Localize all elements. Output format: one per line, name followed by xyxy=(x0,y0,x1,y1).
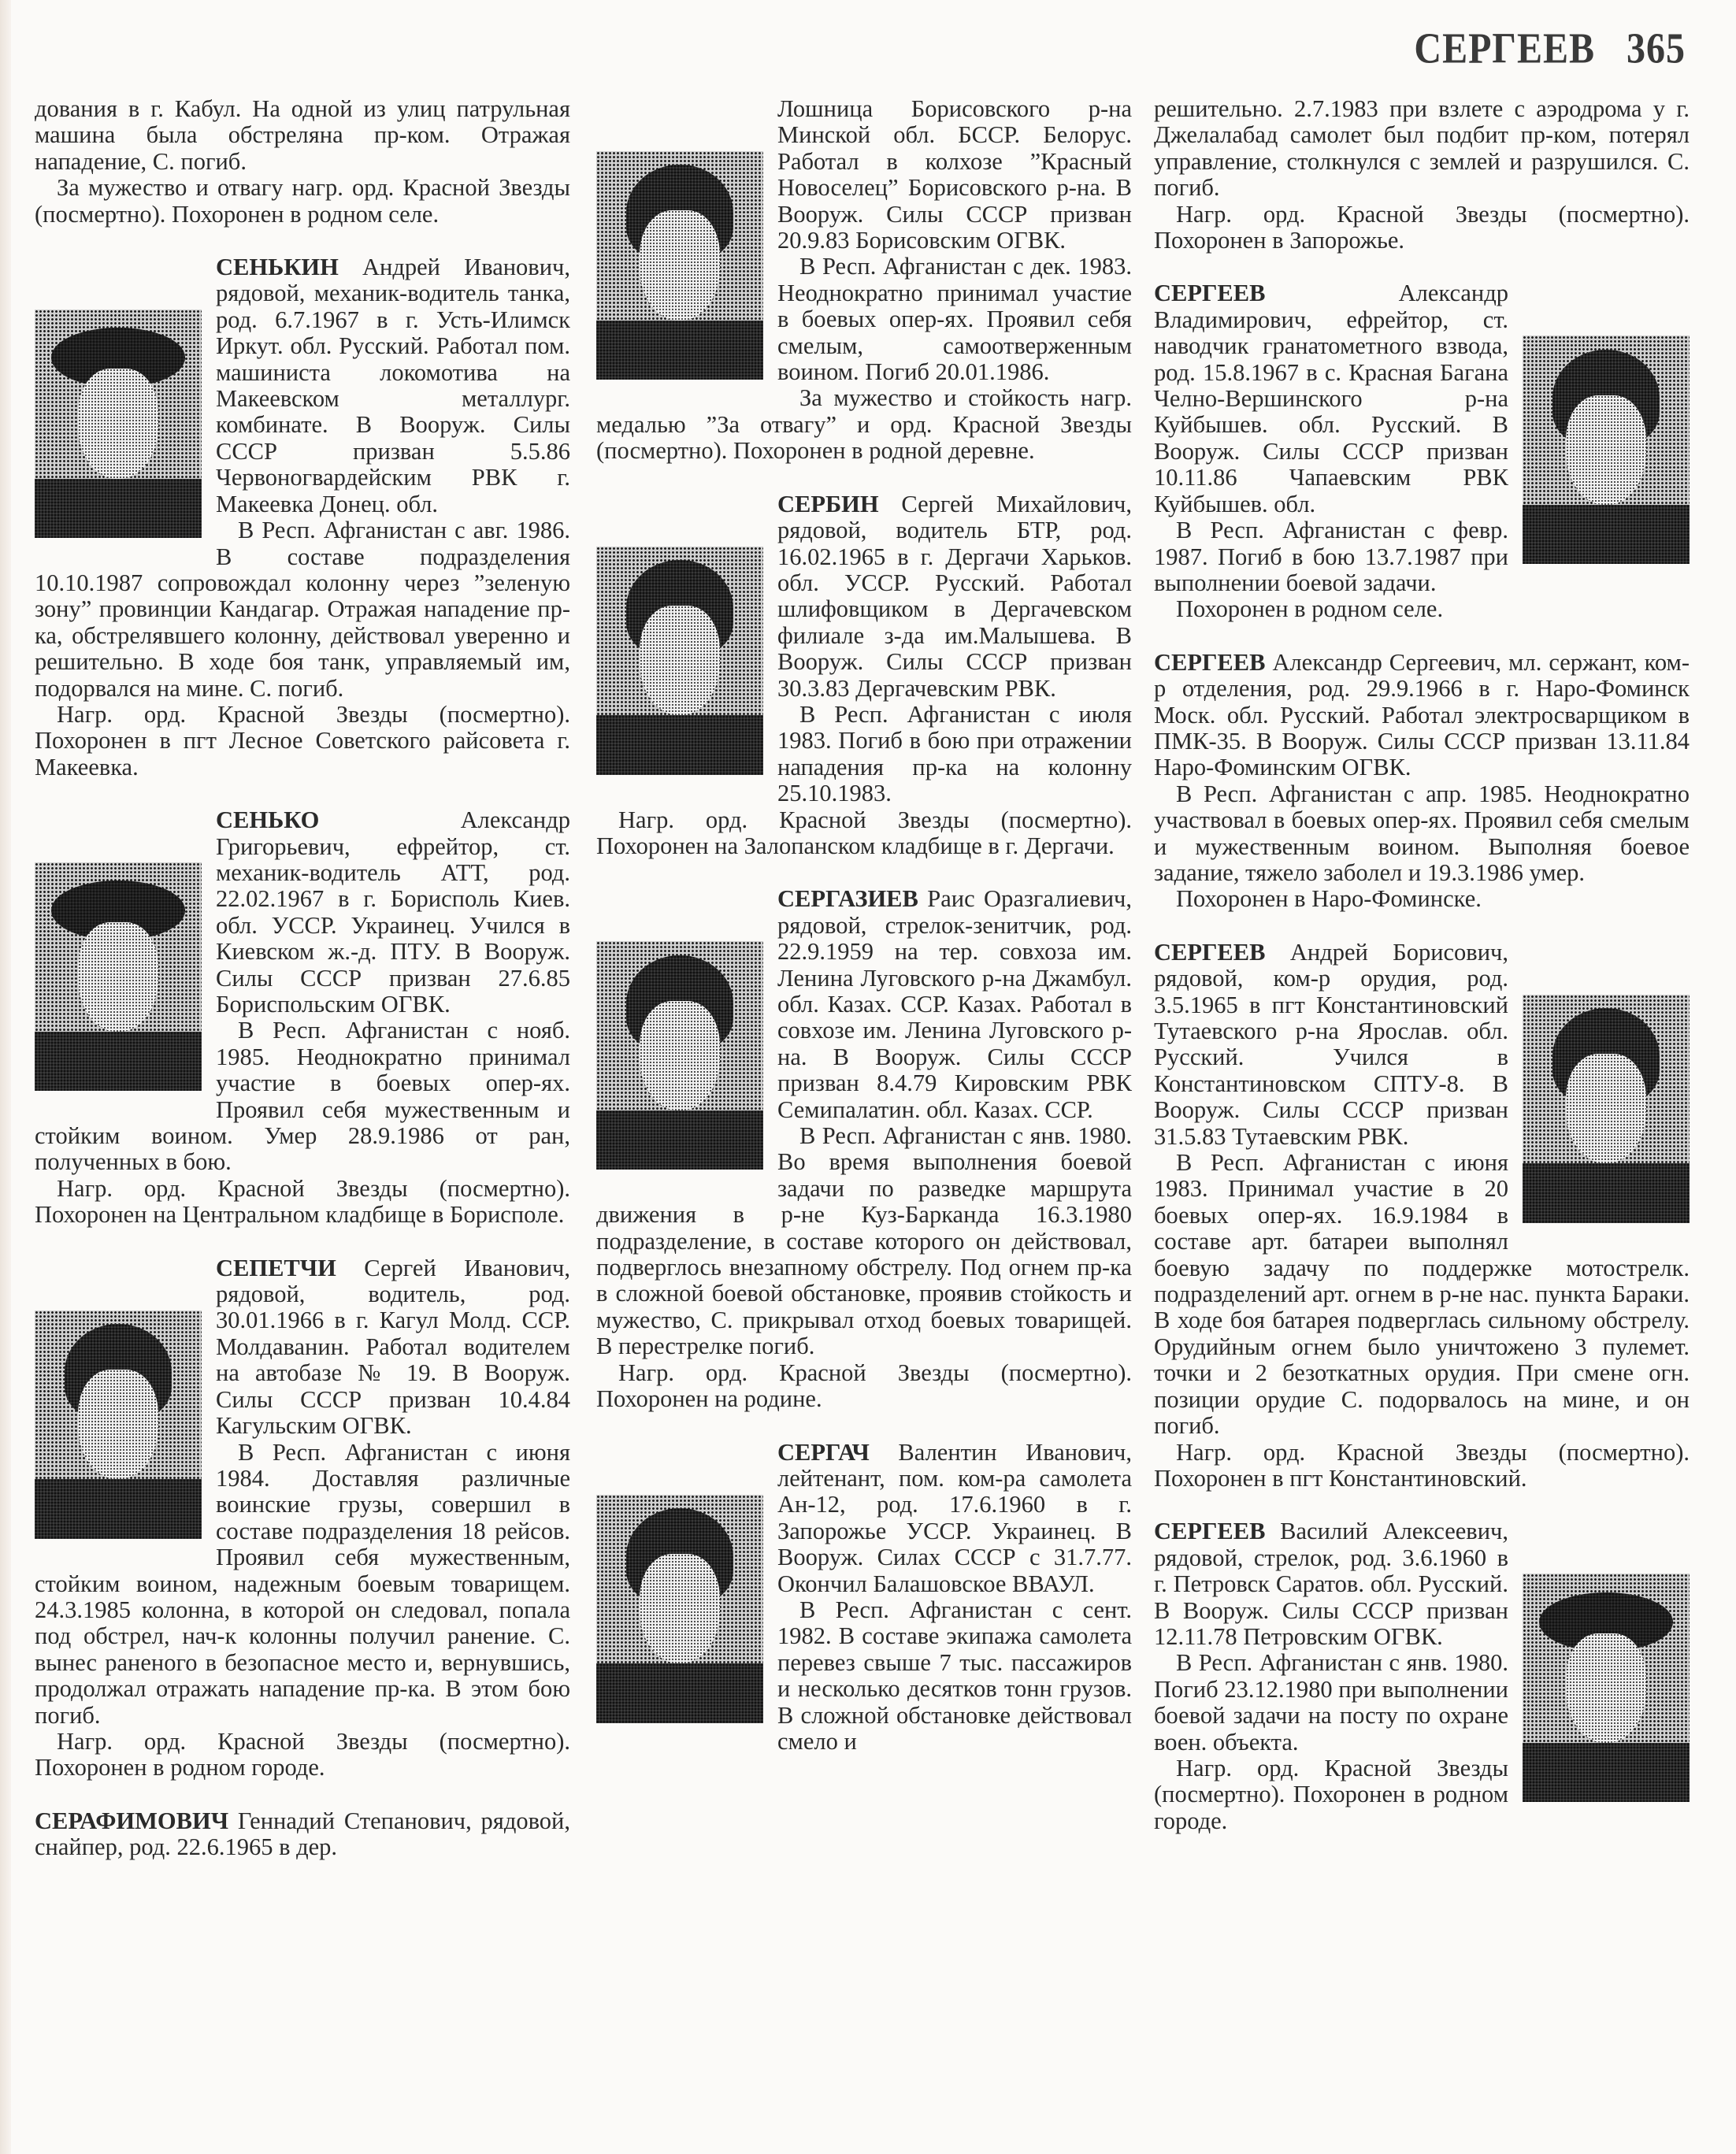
biography-entry xyxy=(1154,650,1690,913)
shoulders xyxy=(596,715,763,774)
face xyxy=(640,210,720,320)
entry-intro xyxy=(1154,1518,1690,1650)
portrait-photo xyxy=(35,310,202,538)
entry-intro-text: Андрей Иванович, рядовой, механик-водитель танка, род. 6.7.1967 в г. Усть-Илимск Иркут. обл. Русский. Работал пом. машиниста локомотива на Макеевском металлург. комбинате. В Вооруж. Силы СССР призван 5.5.86 Червоногвардейским РВК г. Макеевка Донец. обл. xyxy=(216,254,570,517)
entry-paragraph: Нагр. орд. Красной Звезды (посмертно). Похоронен в Запорожье. xyxy=(1154,200,1690,254)
shoulders xyxy=(596,321,763,380)
entry-surname: СЕРГАЧ xyxy=(777,1438,870,1466)
entry-intro-text: Андрей Борисович, рядовой, ком-р орудия, род. 3.5.1965 в пгт Константиновский Тутаевского р-на Ярослав. обл. Русский. Учился в Константиновском СПТУ-8. В Вооруж. Силы СССР призван 31.5.83 Тутаевским РВК. xyxy=(1154,938,1508,1150)
entry-paragraph: В Респ. Афганистан с нояб. 1985. Неоднократно принимал участие в боевых опер-ях. Проявил себя мужественным и стойким воином. Умер 28.9.1986 от ран, полученных в бою. xyxy=(35,1017,570,1176)
entry-intro-text: Сергей Иванович, рядовой, водитель, род. 30.01.1966 в г. Кагул Молд. ССР. Молдаванин. Работал водителем на автобазе № 19. В Вооруж. Силы СССР призван 10.4.84 Кагульским ОГВК. xyxy=(216,1254,570,1440)
entry-paragraph: В Респ. Афганистан с апр. 1985. Неоднократно участвовал в боевых опер-ях. Проявил себя смелым и мужественным воином. Выполняя боевое задание, тяжело заболел и 19.3.1986 умер. xyxy=(1154,780,1690,886)
column-middle xyxy=(596,96,1132,1755)
shoulders xyxy=(35,479,202,538)
entry-paragraph: Нагр. орд. Красной Звезды (посмертно). Похоронен в пгт Лесное Советского райсовета г. Макеевка. xyxy=(35,700,570,780)
entry-surname: СЕНЬКИН xyxy=(216,254,339,281)
entry-intro-text: решительно. 2.7.1983 при взлете с аэродрома у г. Джелалабад самолет был подбит пр-ком, потерял управление, столкнулся с землей и разрушился. С. погиб. xyxy=(1154,95,1690,202)
entry-surname: СЕРГАЗИЕВ xyxy=(777,885,918,913)
header-surname: СЕРГЕЕВ xyxy=(1414,24,1595,73)
entry-surname: СЕРАФИМОВИЧ xyxy=(35,1807,229,1834)
biography-continuation xyxy=(596,96,1132,465)
entry-intro xyxy=(1154,940,1690,1150)
portrait-photo xyxy=(35,1311,202,1539)
entry-intro xyxy=(596,886,1132,1123)
entry-intro xyxy=(596,1440,1132,1597)
entry-paragraph: За мужество и отвагу нагр. орд. Красной Звезды (посмертно). Похоронен в родном селе. xyxy=(35,174,570,228)
biography-entry xyxy=(35,254,570,780)
portrait-photo xyxy=(596,151,763,380)
entry-surname: СЕРГЕЕВ xyxy=(1154,648,1266,676)
shoulders xyxy=(35,1032,202,1091)
portrait-photo xyxy=(1523,995,1690,1223)
face xyxy=(1566,395,1646,505)
portrait-photo xyxy=(35,862,202,1091)
biography-entry xyxy=(1154,1518,1690,1834)
column-left xyxy=(35,96,570,1861)
biography-entry xyxy=(35,1808,570,1861)
entry-paragraph: Нагр. орд. Красной Звезды (посмертно). Похоронен на Центральном кладбище в Борисполе. xyxy=(35,1174,570,1229)
entry-intro xyxy=(35,96,570,175)
entry-intro-text: Сергей Михайлович, рядовой, водитель БТР, род. 16.02.1965 в г. Дергачи Харьков. обл. УССР. Русский. Работал шлифовщиком в Дергачевском филиале з-да им.Малышева. В Вооруж. Силы СССР призван 30.3.83 Дергачевским РВК. xyxy=(777,490,1132,702)
entry-paragraph: В Респ. Афганистан с сент. 1982. В составе экипажа самолета перевез свыше 7 тыс. пассажиров и несколько десятков тонн грузов. В сложной обстановке действовал смело и xyxy=(777,1596,1132,1755)
shoulders xyxy=(1523,1743,1690,1802)
portrait-photo xyxy=(1523,336,1690,564)
page-number: 365 xyxy=(1627,24,1686,73)
face xyxy=(640,606,720,715)
entry-paragraph: В Респ. Афганистан с июня 1984. Доставляя различные воинские грузы, совершил в составе подразделения 18 рейсов. Проявил себя мужественным, стойким воином, надежным боевым товарищем. 24.3.1985 колонна, в которой он следовал, попала под обстрел, нач-к колонны получил ранение. С. вынес раненого в безопасное место и, вернувшись, продолжал отражать нападение пр-ка. В этом бою погиб. xyxy=(35,1438,570,1729)
entry-paragraph: В Респ. Афганистан с авг. 1986. В составе подразделения 10.10.1987 сопровождал колонну через ”зеленую зону” провинции Кандагар. Отражая нападение пр-ка, обстрелявшего колонну, действовал уверенно и решительно. В ходе боя танк, управляемый им, подорвался на мине. С. погиб. xyxy=(35,517,570,702)
entry-intro xyxy=(1154,280,1690,517)
entry-surname: СЕРГЕЕВ xyxy=(1154,280,1266,307)
entry-intro-text: Валентин Иванович, лейтенант, пом. ком-ра самолета Ан-12, род. 17.6.1960 в г. Запорожье УССР. Украинец. В Вооруж. Силах СССР с 31.7.77. Окончил Балашовское ВВАУЛ. xyxy=(777,1438,1132,1597)
entry-paragraph: Нагр. орд. Красной Звезды (посмертно). Похоронен в родном городе. xyxy=(35,1727,570,1781)
entry-intro-text: Геннадий Степанович, рядовой, снайпер, род. 22.6.1965 в дер. xyxy=(35,1807,570,1861)
biography-entry xyxy=(596,886,1132,1412)
shoulders xyxy=(596,1663,763,1722)
entry-paragraph: За мужество и стойкость нагр. медалью ”За отвагу” и орд. Красной Звезды (посмертно). Похоронен в родной деревне. xyxy=(596,384,1132,465)
entry-intro xyxy=(35,254,570,517)
column-right xyxy=(1154,96,1690,1834)
face xyxy=(640,1554,720,1663)
biography-entry xyxy=(596,1440,1132,1755)
entry-intro-text: Раис Оразгалиевич, рядовой, стрелок-зенитчик, род. 22.9.1959 на тер. совхоза им. Ленина Луговского р-на Джамбул. обл. Казах. ССР. Казах. Работал в совхозе им. Ленина Луговского р-на. В Вооруж. Силы СССР призван 8.4.79 Кировским РВК Семипалатин. обл. Казах. ССР. xyxy=(777,885,1132,1123)
entry-intro xyxy=(596,96,1132,254)
entry-paragraph: В Респ. Афганистан с янв. 1980. Во время выполнения боевой задачи по разведке маршрута движения в р-не Куз-Барканда 16.3.1980 подразделение, в составе которого он действовал, подверглось внезапному обстрелу. Под огнем пр-ка в сложной боевой обстановке, проявив стойкость и мужество, С. прикрывал отход боевых товарищей. В перестрелке погиб. xyxy=(596,1122,1132,1360)
entry-paragraph: Нагр. орд. Красной Звезды (посмертно). Похоронен в родном городе. xyxy=(1154,1754,1508,1834)
portrait-photo xyxy=(1523,1574,1690,1802)
entry-surname: СЕПЕТЧИ xyxy=(216,1254,336,1281)
shoulders xyxy=(1523,1163,1690,1222)
biography-entry xyxy=(1154,280,1690,622)
entry-intro-text: Александр Григорьевич, ефрейтор, ст. механик-водитель АТТ, род. 22.02.1967 в г. Борисполь Киев. обл. УССР. Украинец. Учился в Киевском ж.-д. ПТУ. В Вооруж. Силы СССР призван 27.6.85 Бориспольским ОГВК. xyxy=(216,806,570,1018)
portrait-photo xyxy=(596,1495,763,1723)
entry-paragraph: В Респ. Афганистан с июня 1983. Принимал участие в 20 боевых опер-ях. 16.9.1984 в составе арт. батареи выполнял боевую задачу по поддержке мотострелк. подразделений арт. огнем в р-не нас. пункта Бараки. В ходе боя батарея подверглась сильному обстрелу. Орудийным огнем было уничтожено 3 пулемет. точки и 2 безоткатных орудия. При смене огн. позиции орудие С. подорвалось на мине, и он погиб. xyxy=(1154,1149,1690,1440)
entry-intro-text: Василий Алексеевич, рядовой, стрелок, род. 3.6.1960 в г. Петровск Саратов. обл. Русский. В Вооруж. Силы СССР призван 12.11.78 Петровским ОГВК. xyxy=(1154,1518,1508,1650)
face xyxy=(1566,1633,1646,1743)
shoulders xyxy=(596,1110,763,1170)
entry-paragraph: В Респ. Афганистан с июля 1983. Погиб в бою при отражении нападения пр-ка на колонну 25.10.1983. xyxy=(777,700,1132,807)
face xyxy=(78,369,158,478)
portrait-photo xyxy=(596,941,763,1170)
entry-intro xyxy=(1154,96,1690,202)
entry-surname: СЕРГЕЕВ xyxy=(1154,938,1266,966)
page-spine-shadow xyxy=(0,0,11,2154)
entry-surname: СЕНЬКО xyxy=(216,806,320,834)
entry-surname: СЕРБИН xyxy=(777,490,879,517)
entry-paragraph: Похоронен в Наро-Фоминске. xyxy=(1176,885,1482,913)
biography-entry xyxy=(35,1255,570,1781)
face xyxy=(640,1001,720,1110)
entry-intro-text: Александр Владимирович, ефрейтор, ст. наводчик гранатометного взвода, род. 15.8.1967 в с. Красная Багана Челно-Вершинского р-на Куйбышев. обл. Русский. В Вооруж. Силы СССР призван 10.11.86 Чапаевским РВК Куйбышев. обл. xyxy=(1154,280,1508,517)
entry-intro-text: Лошница Борисовского р-на Минской обл. БССР. Белорус. Работал в колхозе ”Красный Новоселец” Борисовского р-на. В Вооруж. Силы СССР призван 20.9.83 Борисовским ОГВК. xyxy=(777,95,1132,254)
entry-paragraph: Похоронен в родном селе. xyxy=(1176,595,1444,623)
entry-intro xyxy=(35,1808,570,1861)
biography-entry xyxy=(1154,940,1690,1492)
biography-entry xyxy=(596,491,1132,860)
entry-intro xyxy=(1154,650,1690,781)
face xyxy=(78,1370,158,1479)
shoulders xyxy=(35,1479,202,1538)
portrait-photo xyxy=(596,547,763,775)
entry-surname: СЕРГЕЕВ xyxy=(1154,1518,1266,1545)
entry-paragraph: Нагр. орд. Красной Звезды (посмертно). Похоронен в пгт Константиновский. xyxy=(1154,1438,1690,1492)
entry-intro-text: Александр Сергеевич, мл. сержант, ком-р отделения, род. 29.9.1966 в г. Наро-Фоминск Моск. обл. Русский. Работал электросварщиком в ПМК-35. В Вооруж. Силы СССР призван 13.11.84 Наро-Фоминским ОГВК. xyxy=(1154,648,1690,781)
shoulders xyxy=(1523,505,1690,564)
entry-paragraph: Нагр. орд. Красной Звезды (посмертно). Похоронен на родине. xyxy=(596,1359,1132,1413)
entry-intro xyxy=(35,1255,570,1440)
biography-continuation xyxy=(35,96,570,228)
entry-paragraph: Нагр. орд. Красной Звезды (посмертно). Похоронен на Залопанском кладбище в г. Дергачи. xyxy=(596,806,1132,859)
entry-paragraph: В Респ. Афганистан с янв. 1980. Погиб 23.12.1980 при выполнении боевой задачи на посту по охране воен. объекта. xyxy=(1154,1649,1508,1755)
entry-paragraph: В Респ. Афганистан с дек. 1983. Неоднократно принимал участие в боевых опер-ях. Проявил себя смелым, самоотверженным воином. Погиб 20.01.1986. xyxy=(777,253,1132,386)
face xyxy=(78,922,158,1032)
entry-intro xyxy=(596,491,1132,702)
entry-intro xyxy=(35,807,570,1018)
entry-paragraph: В Респ. Афганистан с февр. 1987. Погиб в бою 13.7.1987 при выполнении боевой задачи. xyxy=(1154,517,1508,596)
biography-continuation xyxy=(1154,96,1690,254)
entry-intro-text: дования в г. Кабул. На одной из улиц патрульная машина была обстреляна пр-ком. Отражая нападение, С. погиб. xyxy=(35,95,570,175)
running-header xyxy=(1414,24,1686,73)
face xyxy=(1566,1054,1646,1163)
biography-entry xyxy=(35,807,570,1229)
